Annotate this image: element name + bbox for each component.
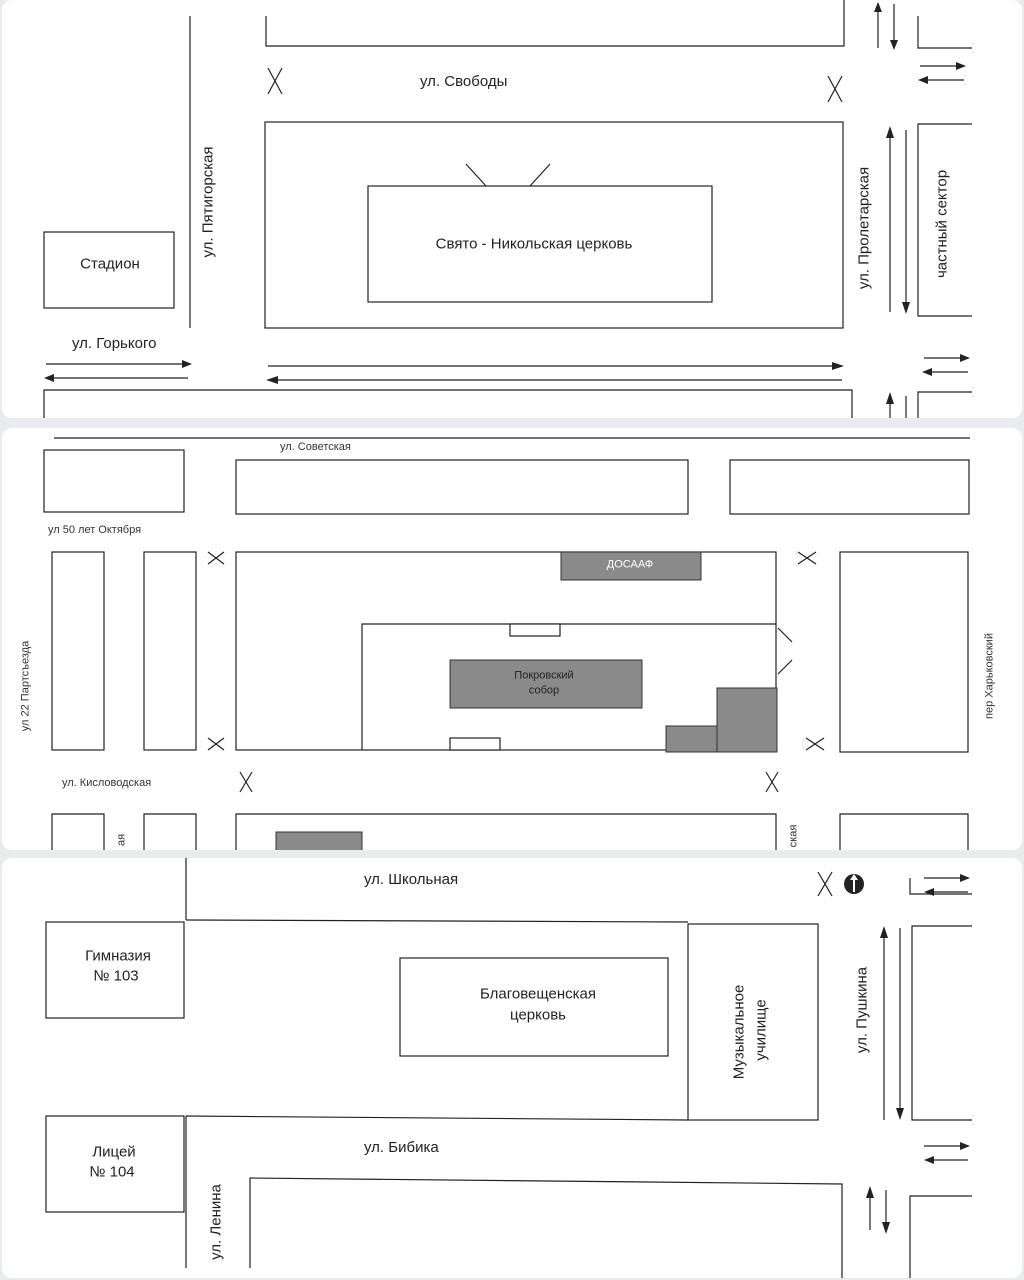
cathedral-label-line2: собор <box>528 684 560 697</box>
road-edge <box>918 16 972 48</box>
street-label-kislovodskaya: ул. Кисловодская <box>62 777 152 789</box>
street-label-cut-left: ая <box>115 833 128 847</box>
street-label-shkolnaya: ул. Школьная <box>364 871 459 888</box>
outbuilding <box>717 688 777 752</box>
block <box>52 814 104 850</box>
block <box>730 460 969 514</box>
street-label-pushkina: ул. Пушкина <box>853 966 871 1054</box>
gate <box>510 624 560 636</box>
street-label-sovetskaya: ул. Советская <box>280 441 351 453</box>
traffic-arrows <box>866 874 970 1234</box>
street-label-gorkogo: ул. Горького <box>72 335 157 352</box>
street-label-svobody: ул. Свободы <box>420 73 508 90</box>
street-label-lenina: ул. Ленина <box>207 1184 225 1260</box>
private-sector-label: частный сектор <box>933 169 951 279</box>
block <box>912 926 972 1120</box>
one-way-sign-icon <box>844 874 864 894</box>
block-top <box>266 0 844 46</box>
block <box>144 814 196 850</box>
street-label-partsezda: ул 22 Партсъезда <box>19 640 32 732</box>
road-edge <box>186 1116 688 1120</box>
block <box>840 552 968 752</box>
crosswalk-marker <box>208 738 224 750</box>
lyceum-label-line1: Лицей <box>92 1143 136 1161</box>
church-label-line1: Благовещенская <box>479 985 597 1003</box>
building <box>276 832 362 850</box>
music-school-label-line1: Музыкальное <box>730 984 748 1080</box>
street-label-proletarskaya: ул. Пролетарская <box>855 166 873 290</box>
street-label-cut-right: ская <box>787 824 800 848</box>
street-label-pyatigorskaya: ул. Пятигорская <box>199 146 217 258</box>
music-school-label-line2: училище <box>752 999 770 1061</box>
crosswalk-marker <box>766 772 778 792</box>
bottom-block <box>44 390 852 418</box>
block <box>236 460 688 514</box>
street-label-kharkovsky: пер Харьковский <box>983 633 996 719</box>
entrance-line <box>778 628 792 642</box>
map-panel-nikolskaya <box>2 0 1022 418</box>
road-edge <box>910 1196 972 1278</box>
dosaaf-label: ДОСААФ <box>606 558 654 571</box>
crosswalk-marker <box>806 738 824 750</box>
outbuilding <box>666 726 717 752</box>
map-3-drawing <box>2 858 1022 1278</box>
crosswalk-marker <box>240 772 252 792</box>
street-label-oktyabrya: ул 50 лет Октября <box>48 524 142 536</box>
lyceum-label-line2: № 104 <box>89 1163 135 1181</box>
entrance-line <box>778 660 792 674</box>
map-panel-blagoveshchenskaya <box>2 858 1022 1278</box>
church-label: Свято - Никольская церковь <box>435 235 633 253</box>
map-panel-pokrovsky <box>2 428 1022 850</box>
block <box>44 450 184 512</box>
gymnasium-label-line1: Гимназия <box>85 947 151 965</box>
crosswalk-marker <box>798 552 816 564</box>
cathedral-lot <box>236 552 776 750</box>
gate <box>450 738 500 750</box>
crosswalk-marker <box>818 872 832 896</box>
church-label-line2: церковь <box>510 1006 566 1024</box>
block <box>250 1178 842 1278</box>
crosswalk-marker <box>828 76 842 102</box>
crosswalk-marker <box>208 552 224 564</box>
gymnasium-label-line2: № 103 <box>93 967 139 985</box>
road-edge <box>918 392 972 418</box>
map-2-drawing <box>2 428 1022 850</box>
block <box>840 814 968 850</box>
stadium-label: Стадион <box>80 255 140 273</box>
cathedral-label-line1: Покровский <box>514 669 574 682</box>
road-edge <box>186 920 688 922</box>
block <box>144 552 196 750</box>
crosswalk-marker <box>268 68 282 94</box>
block <box>52 552 104 750</box>
street-label-bibika: ул. Бибика <box>364 1139 439 1156</box>
